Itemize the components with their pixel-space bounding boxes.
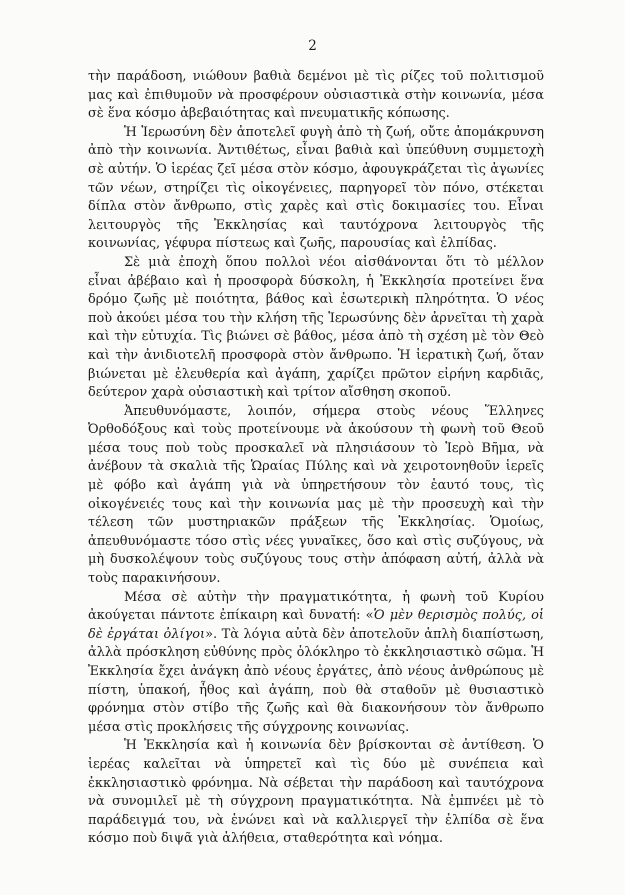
paragraph-text: Ἡ Ἐκκλησία καὶ ἡ κοινωνία δὲν βρίσκονται σὲ ἀντίθεση. Ὁ ἱερέας καλεῖται νὰ ὑπηρετεῖ καὶ τὶς δύο μὲ συνέπεια καὶ ἐκκλησιαστικὸ φρόνημα. Νὰ σέβεται τὴν παράδοση καὶ ταυτόχρονα νὰ συνομιλεῖ μὲ τὴ σύγχρονη πραγματικότητα. Νὰ ἐμπνέει μὲ τὸ παράδειγμά του, νὰ ἑνώνει καὶ νὰ καλλιεργεῖ τὴν ἐλπίδα σὲ ἕνα κόσμο ποὺ διψᾶ γιὰ ἀλήθεια, σταθερότητα καὶ νόημα. — [88, 738, 544, 847]
paragraph-text: Ἀπευθυνόμαστε, λοιπόν, σήμερα στοὺς νέους Ἕλληνες Ὀρθοδόξους καὶ τοὺς προτείνουμε νὰ ἀκούσουν τὴ φωνὴ τοῦ Θεοῦ μέσα τους ποὺ τοὺς προσκαλεῖ νὰ πλησιάσουν τὸ Ἱερὸ Βῆμα, νὰ ἀνέβουν τὰ σκαλιὰ τῆς Ὡραίας Πύλης καὶ νὰ χειροτονηθοῦν ἱερεῖς μὲ φόβο καὶ ἀγάπη γιὰ νὰ ὑπηρετήσουν τὸν ἑαυτό τους, τὶς οἰκογένειές τους καὶ τὴν κοινωνία μας μὲ τὴν προσευχὴ καὶ τὴν τέλεση τῶν μυστηριακῶν πράξεων τῆς Ἐκκλησίας. Ὁμοίως, ἀπευθυνόμαστε τόσο στὶς νέες γυναῖκες, ὅσο καὶ στὶς συζύγους, νὰ μὴ δυσκολέψουν τοὺς συζύγους τους στὴν ἀπόφαση αὐτή, ἀλλὰ νὰ τοὺς παρακινήσουν. — [88, 403, 544, 587]
quote-text: Ὁ μὲν θερισμὸς πολύς, οἱ δὲ ἐργάται ὀλίγοι — [88, 608, 544, 642]
page-number: 2 — [308, 38, 317, 54]
paragraph — [88, 68, 544, 124]
paragraph — [88, 589, 544, 738]
paragraph-text: Μέσα σὲ αὐτὴν τὴν πραγματικότητα, ἡ φωνὴ τοῦ Κυρίου ἀκούγεται πάντοτε ἐπίκαιρη καὶ δυνατή: « — [88, 589, 544, 624]
paragraph — [88, 254, 544, 403]
paragraph-text: Σὲ μιὰ ἐποχὴ ὅπου πολλοὶ νέοι αἰσθάνονται ὅτι τὸ μέλλον εἶναι ἀβέβαιο καὶ ἡ προσφορὰ δύσκολη, ἡ Ἐκκλησία προτείνει ἕνα δρόμο ζωῆς μὲ ποιότητα, βάθος καὶ ἐσωτερικὴ πληρότητα. Ὁ νέος ποὺ ἀκούει μέσα του τὴν κλήση τῆς Ἱερωσύνης δὲν ἀρνεῖται τὴ χαρὰ καὶ τὴν εὐτυχία. Τὶς βιώνει σὲ βάθος, μέσα ἀπὸ τὴ σχέση μὲ τὸν Θεὸ καὶ τὴν ἀνιδιοτελῆ προσφορὰ στὸν ἄνθρωπο. Ἡ ἱερατικὴ ζωή, ὅταν βιώνεται μὲ ἐλευθερία καὶ ἀγάπη, χαρίζει πρῶτον εἰρήνη καρδιᾶς, δεύτερον χαρὰ οὐσιαστικὴ καὶ τρίτον αἴσθηση σκοποῦ. — [88, 254, 544, 401]
paragraph-text: ». Τὰ λόγια αὐτὰ δὲν ἀποτελοῦν ἁπλὴ διαπίστωση, ἀλλὰ πρόσκληση εὐθύνης πρὸς ὁλόκληρο τὸ ἐκκλησιαστικὸ σῶμα. Ἡ Ἐκκλησία ἔχει ἀνάγκη ἀπὸ νέους ἐργάτες, ἀπὸ νέους ἀνθρώπους μὲ πίστη, ὑπακοή, ἦθος καὶ ἀγάπη, ποὺ θὰ σταθοῦν μὲ θυσιαστικὸ φρόνημα στὸν στίβο τῆς ζωῆς καὶ θὰ διακονήσουν τὸν ἄνθρωπο μέσα στὶς προκλήσεις τῆς σύγχρονης κοινωνίας. — [88, 626, 544, 735]
paragraph — [88, 124, 544, 254]
paragraph — [88, 737, 544, 849]
paragraph-text: τὴν παράδοση, νιώθουν βαθιὰ δεμένοι μὲ τὶς ρίζες τοῦ πολιτισμοῦ μας καὶ ἐπιθυμοῦν νὰ προσφέρουν οὐσιαστικὰ στὴν κοινωνία, μέσα σὲ ἕνα κόσμο ἀβεβαιότητας καὶ πνευματικῆς κόπωσης. — [88, 69, 544, 122]
body-text — [88, 68, 544, 849]
paragraph-text: Ἡ Ἱερωσύνη δὲν ἀποτελεῖ φυγὴ ἀπὸ τὴ ζωή, οὔτε ἀπομάκρυνση ἀπὸ τὴν κοινωνία. Ἀντιθέτως, εἶναι βαθιὰ καὶ ὑπεύθυνη συμμετοχὴ σὲ αὐτήν. Ὁ ἱερέας ζεῖ μέσα στὸν κόσμο, ἀφουγκράζεται τὶς ἀγωνίες τῶν νέων, στηρίζει τὶς οἰκογένειες, παρηγορεῖ τὸν πόνο, στέκεται δίπλα στὸν ἄνθρωπο, στὶς χαρὲς καὶ στὶς δοκιμασίες του. Εἶναι λειτουργὸς τῆς Ἐκκλησίας καὶ ταυτόχρονα λειτουργὸς τῆς κοινωνίας, γέφυρα πίστεως καὶ ζωῆς, παρουσίας καὶ ἐλπίδας. — [88, 124, 544, 252]
paragraph — [88, 403, 544, 589]
